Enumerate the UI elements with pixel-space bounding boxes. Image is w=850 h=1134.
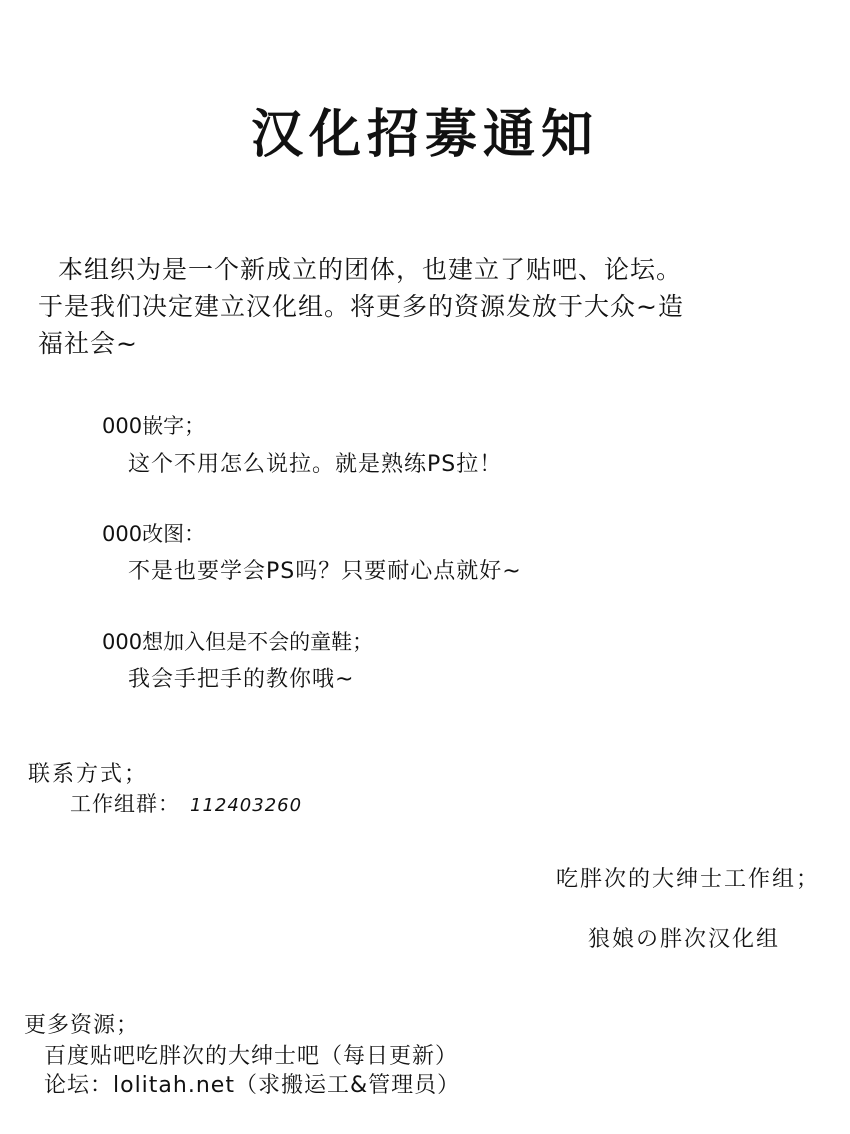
position-typesetting-heading: 000嵌字； bbox=[102, 414, 206, 438]
contact-group-label: 工作组群： bbox=[70, 792, 180, 816]
more-resources-forum: 论坛：lolitah.net（求搬运工&管理员） bbox=[44, 1073, 461, 1098]
page-title: 汉化招募通知 bbox=[250, 105, 599, 165]
position-typesetting-text: 这个不用怎么说拉。就是熟练PS拉！ bbox=[128, 452, 503, 477]
contact-group-number: 112403260 bbox=[190, 795, 303, 816]
signature-line-2: 狼娘の胖次汉化组 bbox=[587, 927, 780, 952]
position-editing-heading: 000改图： bbox=[102, 522, 206, 546]
position-beginner-text: 我会手把手的教你哦~ bbox=[128, 667, 355, 692]
signature-line-1: 吃胖次的大绅士工作组； bbox=[555, 867, 820, 892]
contact-heading: 联系方式； bbox=[28, 762, 149, 787]
intro-line-1: 本组织为是一个新成立的团体，也建立了贴吧、论坛。 bbox=[58, 255, 683, 284]
intro-line-2: 于是我们决定建立汉化组。将更多的资源发放于大众~造 bbox=[38, 292, 684, 321]
position-editing-text: 不是也要学会PS吗？只要耐心点就好~ bbox=[128, 559, 522, 584]
more-resources-heading: 更多资源； bbox=[24, 1013, 140, 1038]
more-resources-tieba: 百度贴吧吃胖次的大绅士吧（每日更新） bbox=[44, 1044, 459, 1069]
contact-group bbox=[70, 788, 302, 818]
position-beginner-heading: 000想加入但是不会的童鞋； bbox=[102, 630, 374, 654]
intro-line-3: 福社会~ bbox=[38, 329, 138, 358]
